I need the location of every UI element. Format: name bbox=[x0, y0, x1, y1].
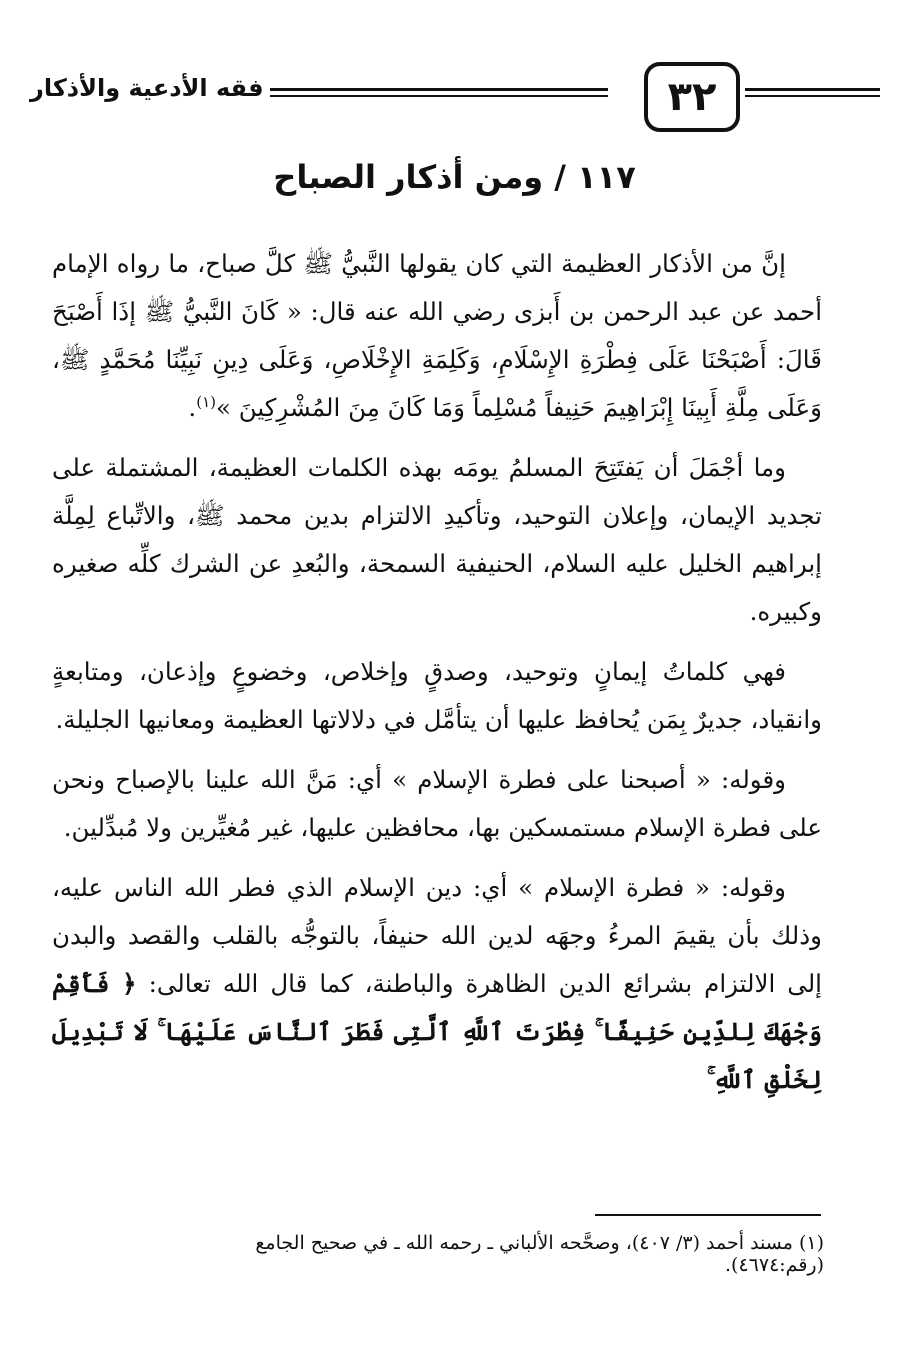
page-number: ٣٢ bbox=[644, 62, 740, 132]
footnote-ref: (١) bbox=[196, 392, 216, 411]
paragraph-1-end: . bbox=[188, 393, 197, 422]
quran-verse: ﴿ فَأَقِمْ وَجْهَكَ لِلدِّينِ حَنِيفًا ۚ فِطْرَتَ ٱللَّهِ ٱلَّتِى فَطَرَ ٱلنَّاسَ عَلَيْهَا ۚ لَا تَبْدِيلَ لِخَلْقِ ٱللَّهِ ۚ bbox=[52, 969, 822, 1094]
paragraph-4: وقوله: « أصبحنا على فطرة الإسلام » أي: مَنَّ الله علينا بالإصباح ونحن على فطرة الإسلام مستمسكين بها، محافظين عليها، غير مُغيِّرين ولا مُبدِّلين. bbox=[52, 765, 822, 842]
book-title: فقه الأدعية والأذكار bbox=[30, 74, 264, 102]
footnote: (١) مسند أحمد (٣/ ٤٠٧)، وصحَّحه الألباني ـ رحمه الله ـ في صحيح الجامع (رقم:٤٦٧٤). bbox=[255, 1232, 824, 1276]
paragraph-5-text: وقوله: « فطرة الإسلام » أي: دين الإسلام الذي فطر الله الناس عليه، وذلك بأن يقيمَ المرءُ وجهَه لدين الله حنيفاً، بالتوجُّه بالقلب والقصد والبدن إلى الالتزام بشرائع الدين الظاهرة والباطنة، كما قال الله تعالى: bbox=[52, 873, 822, 998]
footnote-divider bbox=[595, 1214, 821, 1216]
paragraph-3: فهي كلماتُ إيمانٍ وتوحيد، وصدقٍ وإخلاص، وخضوعٍ وإذعان، ومتابعةٍ وانقياد، جديرٌ بِمَن يُحافظ عليها أن يتأمَّل في دلالاتها العظيمة ومعانيها الجليلة. bbox=[52, 657, 822, 734]
paragraph-5 bbox=[52, 864, 822, 1104]
header-rule-right bbox=[745, 88, 880, 97]
header-rule-left bbox=[270, 88, 608, 97]
paragraph-2: وما أجْمَلَ أن يَفتَتِحَ المسلمُ يومَه بهذه الكلمات العظيمة، المشتملة على تجديد الإيمان، وإعلان التوحيد، وتأكيدِ الالتزام بدين محمد ﷺ، والاتِّباع لِمِلَّة إبراهيم الخليل عليه السلام، الحنيفية السمحة، والبُعدِ عن الشرك كلِّه صغيره وكبيره. bbox=[52, 453, 822, 626]
paragraph-1-text: إنَّ من الأذكار العظيمة التي كان يقولها النَّبيُّ ﷺ كلَّ صباح، ما رواه الإمام أحمد عن عبد الرحمن بن أَبزى رضي الله عنه قال: « كَانَ النَّبيُّ ﷺ إذَا أَصْبَحَ قَالَ: أَصْبَحْنَا عَلَى فِطْرَةِ الإِسْلَامِ، وَكَلِمَةِ الإِخْلَاصِ، وَعَلَى دِينِ نَبِيِّنَا مُحَمَّدٍ ﷺ، وَعَلَى مِلَّةِ أَبِينَا إِبْرَاهِيمَ حَنِيفاً مُسْلِماً وَمَا كَانَ مِنَ المُشْرِكِينَ » bbox=[52, 249, 822, 422]
page-header bbox=[30, 62, 880, 132]
section-title: ١١٧ / ومن أذكار الصباح bbox=[273, 158, 636, 196]
paragraph-1 bbox=[52, 240, 822, 432]
body-text bbox=[52, 240, 822, 1116]
